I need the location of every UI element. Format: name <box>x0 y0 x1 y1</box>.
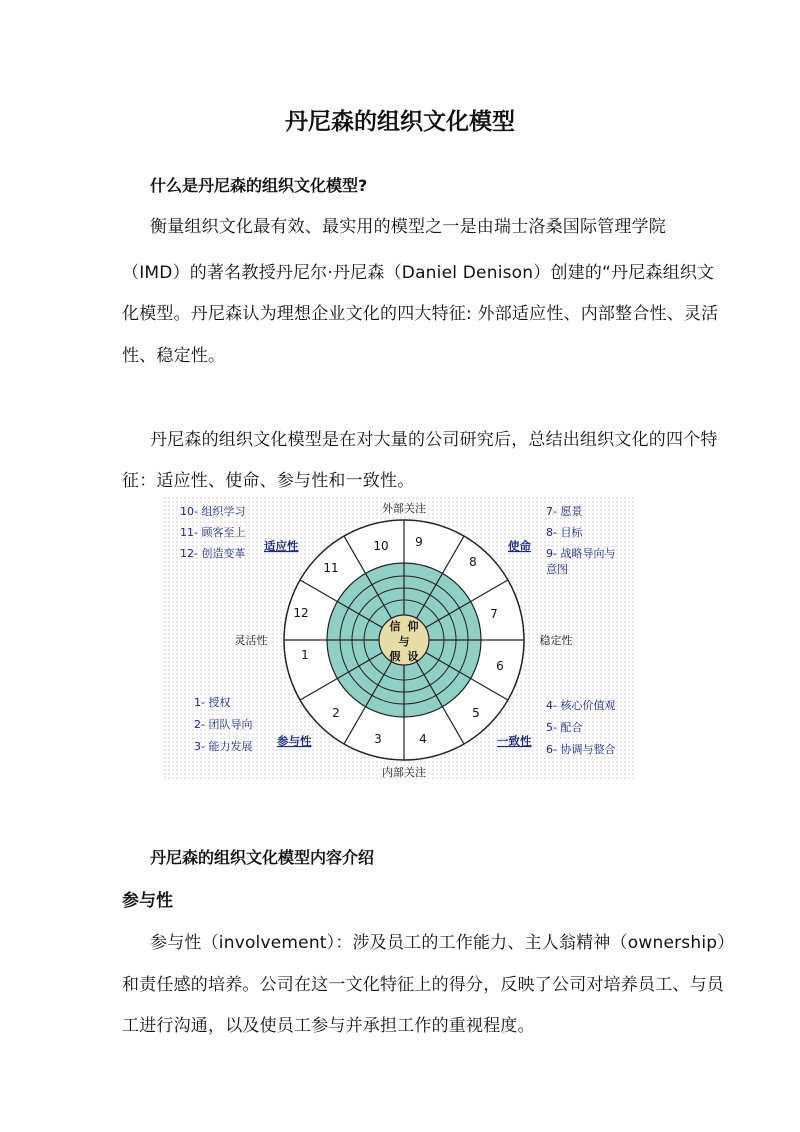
sector-number-10: 10 <box>373 539 389 553</box>
intro-heading: 丹尼森的组织文化模型内容介绍 <box>150 848 375 867</box>
list-top-right-2: 8- 目标 <box>546 526 583 539</box>
list-bottom-right-2: 5- 配合 <box>546 721 583 734</box>
sector-number-9: 9 <box>415 535 423 549</box>
axis-label-right: 稳定性 <box>539 634 573 647</box>
para1-line-3: 化模型。丹尼森认为理想企业文化的四大特征: 外部适应性、内部整合性、灵活 <box>122 304 719 324</box>
sector-number-7: 7 <box>490 607 498 621</box>
axis-label-top: 外部关注 <box>382 502 426 515</box>
list-bottom-right-3: 6- 协调与整合 <box>546 743 616 756</box>
quadrant-consistency: 一致性 <box>497 734 532 748</box>
sector-number-2: 2 <box>332 706 340 720</box>
svg-text:仰: 仰 <box>407 620 419 633</box>
list-top-left-1: 10- 组织学习 <box>180 505 246 518</box>
quadrant-involvement: 参与性 <box>277 734 312 748</box>
sector-number-1: 1 <box>301 648 309 662</box>
list-top-right-1: 7- 愿景 <box>546 505 583 518</box>
svg-text:假: 假 <box>389 650 401 663</box>
svg-text:信: 信 <box>389 620 401 633</box>
list-bottom-left-1: 1- 授权 <box>194 696 231 709</box>
sector-number-8: 8 <box>469 555 477 569</box>
list-bottom-left-2: 2- 团队导向 <box>194 718 253 731</box>
list-bottom-right-1: 4- 核心价值观 <box>546 699 616 712</box>
para3-line-3: 工进行沟通，以及使员工参与并承担工作的重视程度。 <box>122 1016 535 1036</box>
axis-label-left: 灵活性 <box>234 634 268 647</box>
sector-number-11: 11 <box>323 561 339 575</box>
para3-line-2: 和责任感的培养。公司在这一文化特征上的得分，反映了公司对培养员工、与员 <box>122 975 724 995</box>
list-top-left-2: 11- 顾客至上 <box>180 526 246 539</box>
para2-line-1: 丹尼森的组织文化模型是在对大量的公司研究后，总结出组织文化的四个特 <box>150 430 718 450</box>
denison-model-diagram <box>164 497 636 779</box>
document-title: 丹尼森的组织文化模型 <box>285 109 515 135</box>
svg-text:设: 设 <box>407 650 419 663</box>
sector-number-6: 6 <box>496 659 504 673</box>
svg-text:与: 与 <box>398 635 410 648</box>
list-top-right-4: 意图 <box>546 563 568 576</box>
para3-line-1: 参与性（involvement）：涉及员工的工作能力、主人翁精神（ownership） <box>150 933 735 953</box>
sector-number-3: 3 <box>374 732 382 746</box>
list-top-right-3: 9- 战略导向与 <box>546 547 616 560</box>
list-top-left-3: 12- 创造变革 <box>180 547 246 560</box>
sector-number-4: 4 <box>419 732 427 746</box>
sector-number-5: 5 <box>472 706 480 720</box>
list-bottom-left-3: 3- 能力发展 <box>194 740 253 753</box>
para2-line-2: 征：适应性、使命、参与性和一致性。 <box>122 471 415 491</box>
what-is-heading: 什么是丹尼森的组织文化模型? <box>150 176 368 195</box>
quadrant-adaptability: 适应性 <box>264 539 299 553</box>
para1-line-2: （IMD）的著名教授丹尼尔·丹尼森（Daniel Denison）创建的“丹尼森组织文 <box>122 263 715 283</box>
para1-line-4: 性、稳定性。 <box>122 346 226 366</box>
sector-number-12: 12 <box>293 606 309 620</box>
para1-line-1: 衡量组织文化最有效、最实用的模型之一是由瑞士洛桑国际管理学院 <box>150 217 666 237</box>
section-heading-involvement: 参与性 <box>122 891 173 911</box>
quadrant-mission: 使命 <box>508 539 531 553</box>
axis-label-bottom: 内部关注 <box>382 766 426 779</box>
